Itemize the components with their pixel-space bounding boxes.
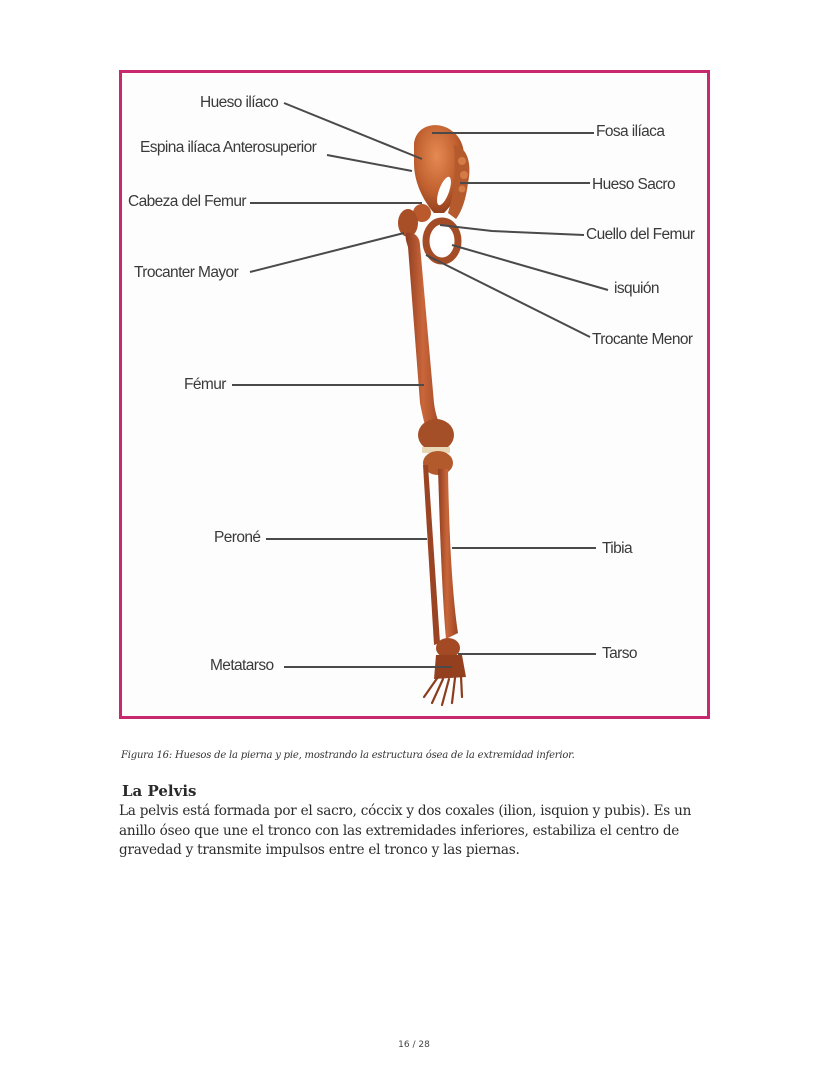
section-heading: La Pelvis — [122, 782, 197, 800]
label-perone: Peroné — [214, 529, 261, 546]
page-number: 16 / 28 — [398, 1040, 430, 1050]
left-labels — [128, 94, 452, 674]
skeleton-illustration — [398, 125, 469, 705]
leader-isquion — [452, 245, 608, 290]
label-isquion: isquión — [614, 280, 659, 297]
label-hueso-sacro: Hueso Sacro — [592, 176, 676, 193]
leader-cuello-femur — [440, 225, 584, 235]
label-metatarso: Metatarso — [210, 657, 274, 674]
label-cabeza-femur: Cabeza del Femur — [128, 193, 246, 210]
leader-espina-iliaca — [327, 155, 412, 171]
label-fosa-iliaca: Fosa ilíaca — [596, 123, 665, 140]
section-paragraph: La pelvis está formada por el sacro, cóccix y dos coxales (ilion, isquion y pubis). Es un anillo óseo que une el tronco con las extremidades inferiores, estabiliza el centro de gravedad y transmite impulsos entre el tronco y las piernas. — [119, 803, 692, 858]
label-tarso: Tarso — [602, 645, 637, 662]
label-hueso-iliaco: Hueso ilíaco — [200, 94, 279, 111]
label-tibia: Tibia — [602, 540, 633, 557]
label-espina-iliaca: Espina ilíaca Anterosuperior — [140, 139, 317, 156]
right-labels — [426, 123, 695, 662]
leader-trocanter-mayor — [250, 233, 404, 272]
leader-trocante-menor — [426, 255, 590, 337]
label-femur: Fémur — [184, 376, 226, 393]
figure-caption: Figura 16: Huesos de la pierna y pie, mostrando la estructura ósea de la extremidad inferior. — [121, 750, 575, 761]
label-trocanter-mayor: Trocanter Mayor — [134, 264, 239, 281]
label-cuello-femur: Cuello del Femur — [586, 226, 695, 243]
leg-skeleton-diagram — [122, 73, 707, 716]
label-trocante-menor: Trocante Menor — [592, 331, 693, 348]
figure-frame — [119, 70, 710, 719]
